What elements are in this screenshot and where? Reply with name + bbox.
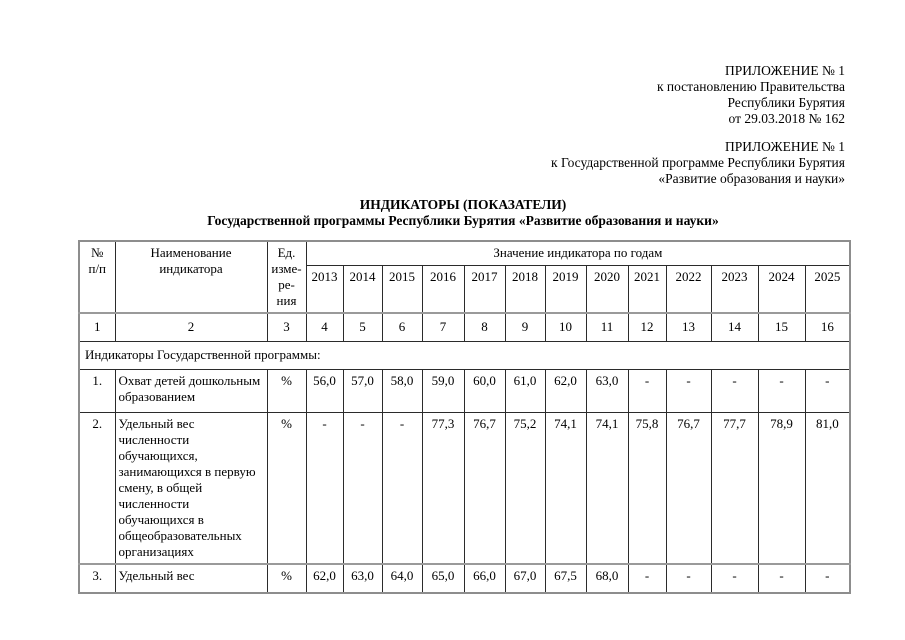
- row-number-cell: 2.: [79, 412, 115, 564]
- header-num-cell: [79, 241, 115, 313]
- value-cell: 62,0: [306, 564, 343, 593]
- appendix-line: «Развитие образования и науки»: [658, 171, 845, 186]
- value-cell: 62,0: [545, 369, 586, 412]
- table-row: [79, 369, 850, 412]
- header-values-group-cell: Значение индикатора по годам: [306, 241, 850, 266]
- value-cell: 66,0: [464, 564, 505, 593]
- value-cell: 74,1: [545, 412, 586, 564]
- value-cell: 67,5: [545, 564, 586, 593]
- value-cell: -: [758, 564, 805, 593]
- value-cell: 76,7: [464, 412, 505, 564]
- indicators-table: [78, 240, 851, 594]
- value-cell: 68,0: [586, 564, 628, 593]
- year-column-header: 2025: [805, 266, 850, 313]
- year-column-header: 2020: [586, 266, 628, 313]
- column-number-cell: 11: [586, 313, 628, 341]
- appendix-block-program: [0, 139, 845, 187]
- indicator-name-cell: Удельный вес численности обучающихся, занимающихся в первую смену, в общей численности обучающихся в общеобразовательных организациях: [115, 412, 267, 564]
- column-number-cell: 10: [545, 313, 586, 341]
- column-number-cell: 5: [343, 313, 382, 341]
- value-cell: 57,0: [343, 369, 382, 412]
- appendix-line: от 29.03.2018 № 162: [728, 111, 845, 126]
- value-cell: 59,0: [422, 369, 464, 412]
- year-column-header: 2022: [666, 266, 711, 313]
- header-unit-line: ния: [276, 293, 297, 308]
- column-number-cell: 6: [382, 313, 422, 341]
- value-cell: 77,7: [711, 412, 758, 564]
- value-cell: -: [711, 369, 758, 412]
- value-cell: 78,9: [758, 412, 805, 564]
- value-cell: -: [711, 564, 758, 593]
- value-cell: 64,0: [382, 564, 422, 593]
- unit-cell: %: [267, 412, 306, 564]
- document-title: [79, 197, 847, 229]
- value-cell: -: [306, 412, 343, 564]
- column-number-cell: 1: [79, 313, 115, 341]
- table-row: [79, 564, 850, 593]
- value-cell: -: [628, 369, 666, 412]
- indicator-name-cell: Охват детей дошкольным образованием: [115, 369, 267, 412]
- column-number-cell: 9: [505, 313, 545, 341]
- year-column-header: 2023: [711, 266, 758, 313]
- header-unit-line: изме-: [271, 261, 302, 276]
- appendix-block-decree: [0, 63, 845, 127]
- column-number-cell: 15: [758, 313, 805, 341]
- value-cell: 81,0: [805, 412, 850, 564]
- year-column-header: 2015: [382, 266, 422, 313]
- header-num-line: п/п: [88, 261, 107, 276]
- section-label-cell: Индикаторы Государственной программы:: [79, 341, 850, 369]
- appendix-line: ПРИЛОЖЕНИЕ № 1: [724, 139, 845, 154]
- indicator-name-cell: Удельный вес: [115, 564, 267, 593]
- value-cell: -: [666, 564, 711, 593]
- value-cell: 63,0: [586, 369, 628, 412]
- header-num-line: №: [91, 245, 104, 260]
- row-number-cell: 3.: [79, 564, 115, 593]
- header-unit-line: ре-: [278, 277, 295, 292]
- value-cell: -: [758, 369, 805, 412]
- column-number-cell: 2: [115, 313, 267, 341]
- value-cell: -: [382, 412, 422, 564]
- appendix-line: Республики Бурятия: [727, 95, 845, 110]
- year-column-header: 2016: [422, 266, 464, 313]
- year-column-header: 2018: [505, 266, 545, 313]
- header-unit-line: Ед.: [277, 245, 296, 260]
- value-cell: 56,0: [306, 369, 343, 412]
- value-cell: 67,0: [505, 564, 545, 593]
- year-column-header: 2014: [343, 266, 382, 313]
- value-cell: 77,3: [422, 412, 464, 564]
- title-line-1: ИНДИКАТОРЫ (ПОКАЗАТЕЛИ): [359, 197, 567, 212]
- year-column-header: 2021: [628, 266, 666, 313]
- title-line-2: Государственной программы Республики Бурятия «Развитие образования и науки»: [207, 213, 719, 228]
- value-cell: -: [805, 564, 850, 593]
- column-number-cell: 13: [666, 313, 711, 341]
- value-cell: 65,0: [422, 564, 464, 593]
- column-number-cell: 3: [267, 313, 306, 341]
- column-number-cell: 7: [422, 313, 464, 341]
- value-cell: 61,0: [505, 369, 545, 412]
- value-cell: 76,7: [666, 412, 711, 564]
- column-number-cell: 8: [464, 313, 505, 341]
- table-header-row-top: [79, 241, 850, 266]
- row-number-cell: 1.: [79, 369, 115, 412]
- unit-cell: %: [267, 369, 306, 412]
- header-unit-cell: [267, 241, 306, 313]
- value-cell: 75,2: [505, 412, 545, 564]
- table-row: [79, 412, 850, 564]
- year-column-header: 2019: [545, 266, 586, 313]
- year-column-header: 2013: [306, 266, 343, 313]
- value-cell: -: [805, 369, 850, 412]
- column-number-cell: 16: [805, 313, 850, 341]
- value-cell: 74,1: [586, 412, 628, 564]
- column-number-cell: 4: [306, 313, 343, 341]
- value-cell: 63,0: [343, 564, 382, 593]
- column-number-cell: 12: [628, 313, 666, 341]
- value-cell: -: [343, 412, 382, 564]
- value-cell: 60,0: [464, 369, 505, 412]
- appendix-line: к Государственной программе Республики Бурятия: [551, 155, 845, 170]
- value-cell: 75,8: [628, 412, 666, 564]
- table-section-row: [79, 341, 850, 369]
- header-name-cell: Наименование индикатора: [115, 241, 267, 313]
- unit-cell: %: [267, 564, 306, 593]
- value-cell: -: [628, 564, 666, 593]
- table-column-numbers-row: [79, 313, 850, 341]
- appendix-line: ПРИЛОЖЕНИЕ № 1: [724, 63, 845, 78]
- year-column-header: 2017: [464, 266, 505, 313]
- column-number-cell: 14: [711, 313, 758, 341]
- value-cell: 58,0: [382, 369, 422, 412]
- year-column-header: 2024: [758, 266, 805, 313]
- value-cell: -: [666, 369, 711, 412]
- appendix-line: к постановлению Правительства: [656, 79, 845, 94]
